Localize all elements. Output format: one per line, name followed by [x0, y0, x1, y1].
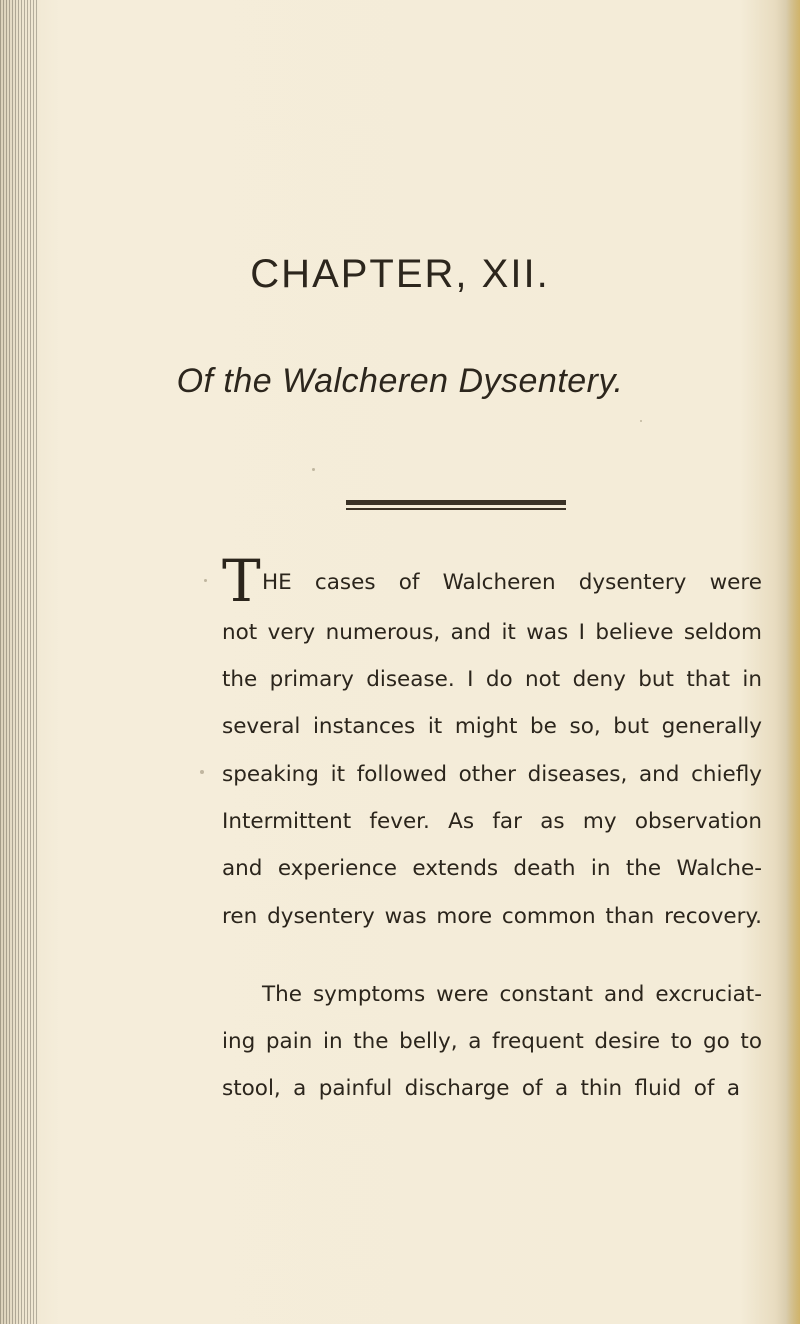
paragraph2-line: ing pain in the belly, a frequent desire to go to: [222, 1029, 762, 1054]
paragraph1-first-line: HE cases of Walcheren dysentery were: [262, 570, 762, 595]
paragraph1-line: and experience extends death in the Walche-: [222, 856, 762, 881]
paper-speck: [200, 770, 204, 774]
ornamental-rule: [346, 500, 566, 510]
paragraph2-line: The symptoms were constant and excruciat-: [262, 982, 762, 1007]
paragraph2-line: stool, a painful discharge of a thin fluid of a: [222, 1076, 740, 1101]
paragraph1-line: Intermittent fever. As far as my observation: [222, 809, 762, 834]
chapter-subtitle: Of the Walcheren Dysentery.: [176, 362, 624, 400]
paragraph1-line: the primary disease. I do not deny but that in: [222, 667, 762, 692]
paragraph1-line: several instances it might be so, but generally: [222, 714, 762, 739]
drop-cap: T: [222, 547, 261, 615]
book-binding-edge: [0, 0, 38, 1324]
paragraph1-line: ren dysentery was more common than recovery.: [222, 904, 762, 929]
page-edge-stain: [786, 0, 800, 1324]
paper-speck: [204, 579, 207, 582]
paper-speck: [312, 468, 315, 471]
paragraph1-line: not very numerous, and it was I believe seldom: [222, 620, 762, 645]
paragraph1-line: speaking it followed other diseases, and chiefly: [222, 762, 762, 787]
rule-thick-line: [346, 500, 566, 505]
rule-thin-line: [346, 508, 566, 510]
chapter-heading: CHAPTER, XII.: [250, 252, 550, 296]
paper-speck: [640, 420, 642, 422]
